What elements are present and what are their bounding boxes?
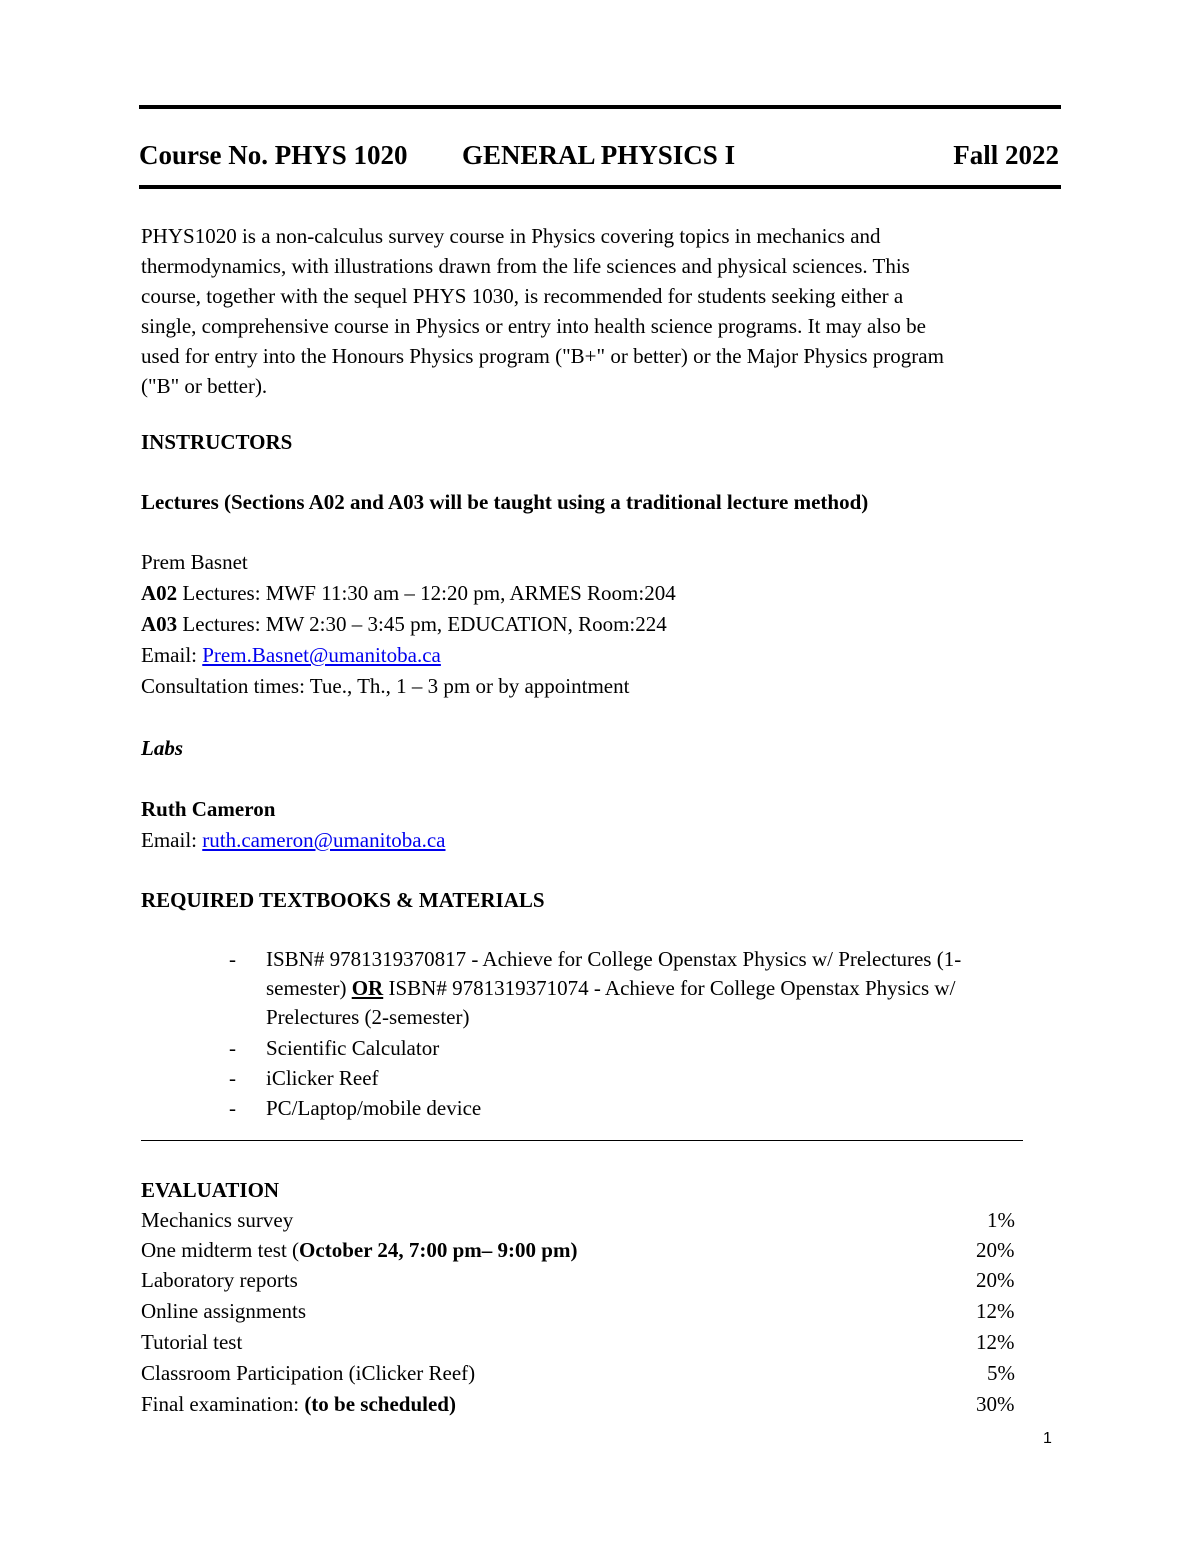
list-text: semester)	[266, 976, 352, 1000]
a03-text: Lectures: MW 2:30 – 3:45 pm, EDUCATION, Room:224	[177, 612, 667, 636]
eval-percent: 20%	[976, 1238, 1015, 1262]
list-bullet: -	[229, 1066, 236, 1090]
course-header	[139, 140, 1061, 176]
list-text: ISBN# 9781319371074 - Achieve for College Openstax Physics w/	[383, 976, 956, 1000]
consultation-times: Consultation times: Tue., Th., 1 – 3 pm or by appointment	[141, 674, 630, 698]
labs-email-line	[141, 825, 446, 855]
table-row	[141, 1389, 1021, 1420]
lecturer-email-line	[141, 640, 441, 670]
lecturer-email-link[interactable]: Prem.Basnet@umanitoba.ca	[202, 643, 441, 667]
a03-code: A03	[141, 612, 178, 636]
eval-label: Classroom Participation (iClicker Reef)	[141, 1361, 476, 1385]
table-row	[141, 1358, 1021, 1389]
eval-percent: 12%	[976, 1299, 1015, 1323]
labs-heading: Labs	[141, 736, 183, 760]
eval-label: Mechanics survey	[141, 1208, 294, 1232]
page-number: 1	[1043, 1430, 1052, 1447]
or-emphasis: OR	[351, 976, 384, 1000]
a02-code: A02	[141, 581, 178, 605]
intro-line: single, comprehensive course in Physics or entry into health science programs. It may also be	[141, 314, 926, 338]
course-title: GENERAL PHYSICS I	[462, 140, 736, 170]
top-rule	[139, 105, 1061, 109]
email-label: Email:	[141, 828, 203, 852]
labs-instructor-name: Ruth Cameron	[141, 797, 276, 821]
eval-percent: 30%	[976, 1392, 1015, 1416]
eval-label-text: One midterm test (	[141, 1238, 300, 1262]
list-item: PC/Laptop/mobile device	[266, 1096, 482, 1120]
list-item: ISBN# 9781319370817 - Achieve for College Openstax Physics w/ Prelectures (1-	[266, 947, 962, 971]
materials-heading: REQUIRED TEXTBOOKS & MATERIALS	[141, 888, 545, 912]
table-row	[141, 1205, 1021, 1236]
course-term: Fall 2022	[953, 140, 1059, 170]
intro-line: used for entry into the Honours Physics program ("B+" or better) or the Major Physics program	[141, 344, 944, 368]
instructors-heading: INSTRUCTORS	[141, 430, 293, 454]
a03-schedule	[141, 609, 667, 639]
table-row	[141, 1235, 1021, 1266]
intro-line: ("B" or better).	[141, 374, 268, 398]
eval-label	[141, 1389, 456, 1420]
eval-label: Online assignments	[141, 1299, 307, 1323]
list-item: Scientific Calculator	[266, 1036, 440, 1060]
eval-percent: 20%	[976, 1268, 1015, 1292]
list-item: iClicker Reef	[266, 1066, 379, 1090]
lectures-heading: Lectures (Sections A02 and A03 will be taught using a traditional lecture method)	[141, 490, 869, 514]
eval-label: Laboratory reports	[141, 1268, 298, 1292]
labs-email-link[interactable]: ruth.cameron@umanitoba.ca	[202, 828, 446, 852]
eval-label-bold: October 24, 7:00 pm– 9:00 pm)	[299, 1238, 578, 1262]
eval-percent: 1%	[987, 1208, 1015, 1232]
eval-label-bold: (to be scheduled)	[304, 1392, 456, 1416]
email-label: Email:	[141, 643, 203, 667]
eval-label	[141, 1235, 577, 1266]
eval-label: Tutorial test	[141, 1330, 243, 1354]
eval-percent: 5%	[987, 1361, 1015, 1385]
header-bottom-rule	[139, 185, 1061, 189]
list-bullet: -	[229, 947, 236, 971]
intro-line: PHYS1020 is a non-calculus survey course in Physics covering topics in mechanics and	[141, 224, 881, 248]
list-bullet: -	[229, 1036, 236, 1060]
evaluation-heading: EVALUATION	[141, 1178, 280, 1202]
eval-label-text: Final examination:	[141, 1392, 305, 1416]
list-bullet: -	[229, 1096, 236, 1120]
lecturer-name: Prem Basnet	[141, 550, 248, 574]
section-divider	[141, 1140, 1023, 1141]
list-item-continuation	[266, 973, 955, 1003]
course-number: Course No. PHYS 1020	[139, 140, 408, 170]
intro-line: course, together with the sequel PHYS 1030, is recommended for students seeking either a	[141, 284, 904, 308]
table-row	[141, 1327, 1021, 1358]
list-item-continuation: Prelectures (2-semester)	[266, 1005, 470, 1029]
eval-percent: 12%	[976, 1330, 1015, 1354]
a02-schedule	[141, 578, 676, 608]
table-row	[141, 1296, 1021, 1327]
a02-text: Lectures: MWF 11:30 am – 12:20 pm, ARMES Room:204	[177, 581, 676, 605]
intro-line: thermodynamics, with illustrations drawn from the life sciences and physical sciences. This	[141, 254, 910, 278]
table-row	[141, 1265, 1021, 1296]
